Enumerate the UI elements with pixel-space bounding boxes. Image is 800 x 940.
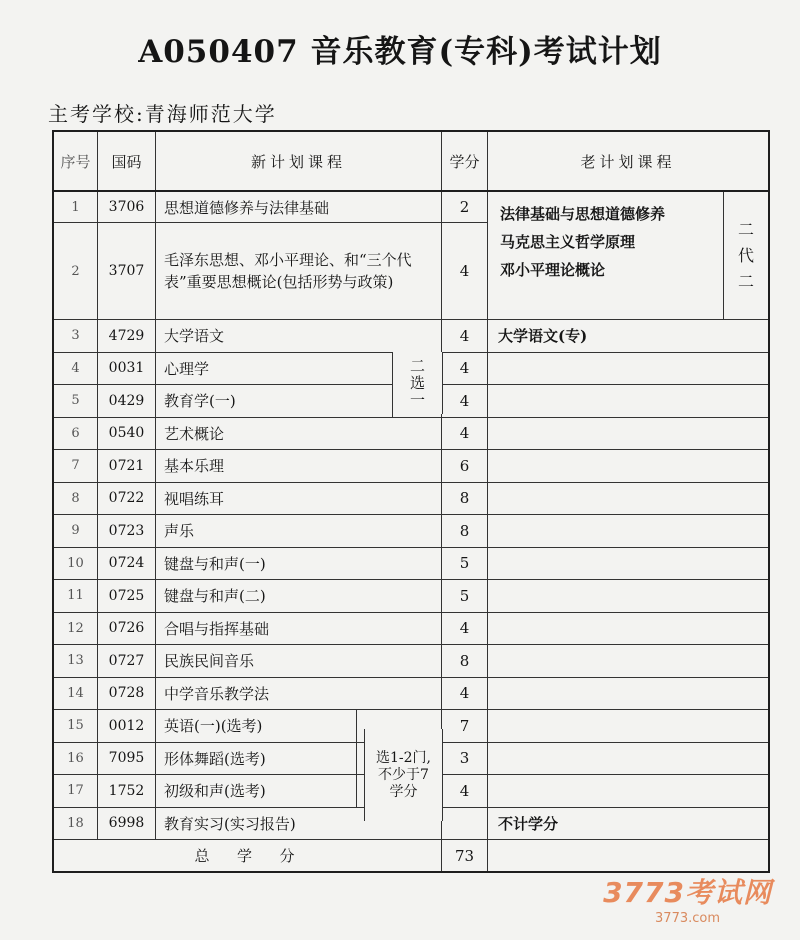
row-old — [488, 483, 768, 515]
row-seq: 12 — [54, 613, 98, 645]
row-old: 大学语文(专) — [498, 327, 588, 346]
row-code: 0728 — [98, 678, 156, 710]
header-seq: 序号 — [54, 132, 98, 190]
row-old — [488, 743, 768, 775]
total-credits: 73 — [442, 840, 488, 871]
row-old — [488, 450, 768, 482]
row-name: 视唱练耳 — [156, 483, 442, 515]
table-row — [54, 645, 768, 678]
watermark-brand: 3773考试网 — [603, 876, 772, 909]
row-credits: 4 — [442, 385, 488, 417]
row-old — [488, 645, 768, 677]
row-name: 英语(一)(选考) — [164, 717, 263, 736]
row-name: 形体舞蹈(选考) — [164, 749, 266, 768]
header-credits: 学分 — [442, 132, 488, 190]
row-old — [488, 385, 768, 417]
row-code: 0723 — [98, 515, 156, 547]
elective-note — [364, 729, 443, 821]
row-code: 3706 — [98, 192, 156, 222]
row-old — [488, 353, 768, 385]
row-seq: 6 — [54, 418, 98, 450]
row-name: 键盘与和声(二) — [156, 580, 442, 612]
row-old — [488, 548, 768, 580]
row-old — [488, 515, 768, 547]
row-code: 0429 — [98, 385, 156, 417]
row-old — [488, 775, 768, 807]
row-old — [488, 418, 768, 450]
row-seq: 5 — [54, 385, 98, 417]
row-code: 0725 — [98, 580, 156, 612]
row-credits: 4 — [442, 613, 488, 645]
row-name: 教育实习(实习报告) — [156, 808, 442, 840]
row-credits: 4 — [442, 775, 488, 807]
row-code: 7095 — [98, 743, 156, 775]
row-credits: 2 — [442, 192, 488, 222]
row-seq: 7 — [54, 450, 98, 482]
old-course-group — [488, 192, 768, 320]
old-course-item: 马克思主义哲学原理 — [500, 233, 636, 251]
row-code: 0540 — [98, 418, 156, 450]
row-credits: 5 — [442, 548, 488, 580]
row-credits: 7 — [442, 710, 488, 742]
old-course-note-text: 二代二 — [738, 219, 755, 291]
choose-one-note-text: 二选一 — [409, 356, 425, 409]
row-code: 1752 — [98, 775, 156, 807]
row-credits: 4 — [442, 418, 488, 450]
row-code: 0727 — [98, 645, 156, 677]
row-credits: 6 — [442, 450, 488, 482]
total-row — [54, 840, 768, 873]
elective-note-text: 选1-2门,不少于7学分 — [376, 749, 431, 800]
row-name: 毛泽东思想、邓小平理论、和“三个代表”重要思想概论(包括形势与政策) — [156, 223, 442, 319]
row-code: 0724 — [98, 548, 156, 580]
row-name: 教育学(一) — [164, 392, 236, 411]
row-seq: 11 — [54, 580, 98, 612]
row-seq: 18 — [54, 808, 98, 840]
row-code: 6998 — [98, 808, 156, 840]
row-code: 0012 — [98, 710, 156, 742]
row-credits: 5 — [442, 580, 488, 612]
row-seq: 15 — [54, 710, 98, 742]
row-credits: 4 — [442, 678, 488, 710]
row-name: 大学语文 — [156, 320, 442, 352]
row-old — [488, 580, 768, 612]
row-credits: 4 — [442, 320, 488, 352]
row-credits: 4 — [442, 353, 488, 385]
header-old-course: 老计划课程 — [580, 152, 676, 171]
school-label: 主考学校:青海师范大学 — [48, 102, 277, 126]
row-seq: 4 — [54, 353, 98, 385]
row-seq: 8 — [54, 483, 98, 515]
row-name: 心理学 — [164, 359, 210, 378]
row-name: 基本乐理 — [156, 450, 442, 482]
row-seq: 2 — [54, 223, 98, 319]
row-code: 0722 — [98, 483, 156, 515]
table-row — [54, 320, 768, 353]
row-name: 中学音乐教学法 — [156, 678, 442, 710]
row-name: 合唱与指挥基础 — [156, 613, 442, 645]
row-name: 键盘与和声(一) — [156, 548, 442, 580]
row-credits — [442, 808, 488, 840]
row-old — [488, 710, 768, 742]
table-row — [54, 483, 768, 516]
row-old — [488, 678, 768, 710]
table-row — [54, 678, 768, 711]
row-credits: 8 — [442, 483, 488, 515]
row-name: 艺术概论 — [156, 418, 442, 450]
table-row — [54, 580, 768, 613]
row-name: 思想道德修养与法律基础 — [156, 192, 442, 222]
row-credits: 4 — [442, 223, 488, 319]
row-seq: 3 — [54, 320, 98, 352]
row-code: 0726 — [98, 613, 156, 645]
watermark — [603, 871, 772, 926]
exam-plan-table — [52, 130, 770, 873]
row-seq: 9 — [54, 515, 98, 547]
table-header — [54, 132, 768, 192]
row-seq: 10 — [54, 548, 98, 580]
watermark-url: 3773.com — [655, 911, 721, 926]
table-row — [54, 418, 768, 451]
row-name: 初级和声(选考) — [164, 782, 266, 801]
old-course-note — [723, 192, 768, 319]
table-row — [54, 613, 768, 646]
row-name: 声乐 — [156, 515, 442, 547]
old-course-item: 邓小平理论概论 — [500, 261, 606, 279]
row-credits: 8 — [442, 515, 488, 547]
choose-one-note — [392, 352, 443, 414]
table-row — [54, 450, 768, 483]
table-row — [54, 548, 768, 581]
table-row — [54, 515, 768, 548]
row-code: 4729 — [98, 320, 156, 352]
row-old: 不计学分 — [498, 814, 559, 833]
row-credits: 3 — [442, 743, 488, 775]
row-credits: 8 — [442, 645, 488, 677]
old-course-list — [500, 200, 665, 284]
row-seq: 14 — [54, 678, 98, 710]
row-seq: 16 — [54, 743, 98, 775]
total-old — [488, 840, 768, 871]
row-name: 民族民间音乐 — [156, 645, 442, 677]
old-course-item: 法律基础与思想道德修养 — [500, 205, 666, 223]
row-old — [488, 613, 768, 645]
page-title: A050407 音乐教育(专科)考试计划 — [138, 34, 662, 70]
row-seq: 1 — [54, 192, 98, 222]
row-seq: 13 — [54, 645, 98, 677]
header-new-course: 新计划课程 — [156, 132, 442, 190]
total-label: 总 学 分 — [54, 840, 442, 871]
row-code: 0721 — [98, 450, 156, 482]
row-code: 3707 — [98, 223, 156, 319]
row-seq: 17 — [54, 775, 98, 807]
row-code: 0031 — [98, 353, 156, 385]
header-code: 国码 — [98, 132, 156, 190]
